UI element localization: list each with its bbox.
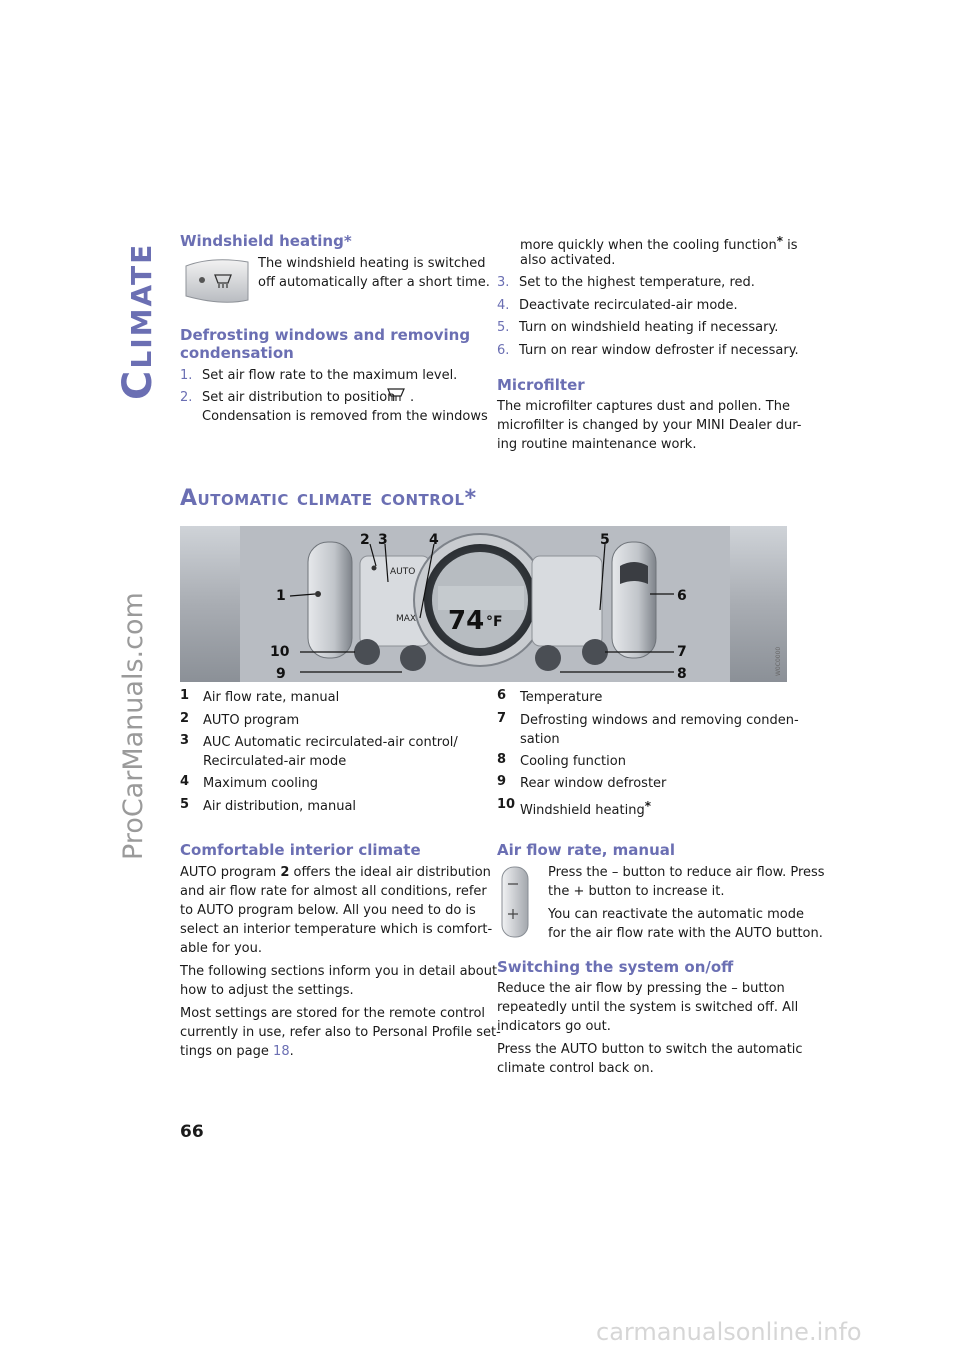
airflow-line-4: for the air flow rate with the AUTO button.	[548, 926, 823, 941]
airflow-line-2: the + button to increase it.	[548, 884, 725, 899]
defrost-step-2: 2. Set air distribution to position .	[180, 388, 480, 408]
defrost-cont-line1: more quickly when the cooling function* is	[520, 234, 798, 253]
windshield-text-1: The windshield heating is switched	[258, 256, 486, 271]
page-number: 66	[180, 1122, 204, 1142]
airflow-heading: Air flow rate, manual	[497, 841, 676, 859]
defrost-cont-line2: also activated.	[520, 253, 616, 268]
temp-unit: °F	[486, 614, 503, 630]
defrost-heading-line1: Defrosting windows and removing	[180, 326, 471, 344]
callout-8: 8	[677, 666, 687, 682]
comfort-p1-line4: select an interior temperature which is comfort-	[180, 922, 493, 937]
onoff-line-1: Reduce the air flow by pressing the – button	[497, 981, 785, 996]
windshield-button-icon	[182, 254, 252, 308]
max-button-label: MAX	[396, 614, 417, 624]
callout-10: 10	[270, 644, 290, 660]
comfort-p2-line1: The following sections inform you in detail about	[180, 964, 498, 979]
comfort-p1-line5: able for you.	[180, 941, 262, 956]
comfort-p1-line1: AUTO program 2 offers the ideal air distribution	[180, 865, 491, 880]
image-code: W0C0000	[775, 646, 782, 676]
chapter-title: Climate	[115, 242, 161, 400]
defrost-heading-line2: condensation	[180, 344, 294, 362]
option-star: *	[644, 799, 651, 813]
temp-display: 74	[448, 606, 485, 636]
main-heading: Automatic climate control*	[180, 486, 477, 511]
page-link-18[interactable]: 18	[273, 1044, 290, 1059]
callout-2: 2	[360, 532, 370, 548]
microfilter-line-3: ing routine maintenance work.	[497, 437, 697, 452]
comfort-p2-line2: how to adjust the settings.	[180, 983, 354, 998]
defrost-windshield-icon	[386, 386, 406, 404]
comfort-p1-line3: to AUTO program below. All you need to do is	[180, 903, 476, 918]
airflow-line-1: Press the – button to reduce air flow. Press	[548, 865, 825, 880]
airflow-knob-icon	[499, 864, 531, 940]
microfilter-heading: Microfilter	[497, 376, 585, 394]
windshield-heading: Windshield heating*	[180, 232, 352, 250]
auto-button-label: AUTO	[390, 567, 416, 577]
callout-5: 5	[600, 532, 610, 548]
callout-7: 7	[677, 644, 687, 660]
callout-1: 1	[276, 588, 286, 604]
onoff-line-2: repeatedly until the system is switched off. All	[497, 1000, 799, 1015]
climate-control-panel-image	[180, 526, 787, 682]
onoff-line-4: Press the AUTO button to switch the automatic	[497, 1042, 803, 1057]
comfort-heading: Comfortable interior climate	[180, 841, 421, 859]
watermark: carmanualsonline.info	[596, 1318, 862, 1346]
onoff-line-5: climate control back on.	[497, 1061, 654, 1076]
callout-4: 4	[429, 532, 439, 548]
option-star: *	[776, 234, 784, 248]
microfilter-line-1: The microfilter captures dust and pollen. The	[497, 399, 790, 414]
comfort-p3-line3: tings on page 18.	[180, 1044, 294, 1059]
callout-3: 3	[378, 532, 388, 548]
microfilter-line-2: microfilter is changed by your MINI Dealer dur-	[497, 418, 802, 433]
comfort-p3-line1: Most settings are stored for the remote control	[180, 1006, 486, 1021]
onoff-line-3: indicators go out.	[497, 1019, 611, 1034]
comfort-p3-line2: currently in use, refer also to Personal Profile set-	[180, 1025, 501, 1040]
sidebar-brand: ProCarManuals.com	[118, 592, 149, 860]
callout-9: 9	[276, 666, 286, 682]
windshield-text-2: off automatically after a short time.	[258, 275, 490, 290]
callout-6: 6	[677, 588, 687, 604]
airflow-line-3: You can reactivate the automatic mode	[548, 907, 805, 922]
onoff-heading: Switching the system on/off	[497, 958, 734, 976]
comfort-p1-line2: and air flow rate for almost all conditions, refer	[180, 884, 487, 899]
